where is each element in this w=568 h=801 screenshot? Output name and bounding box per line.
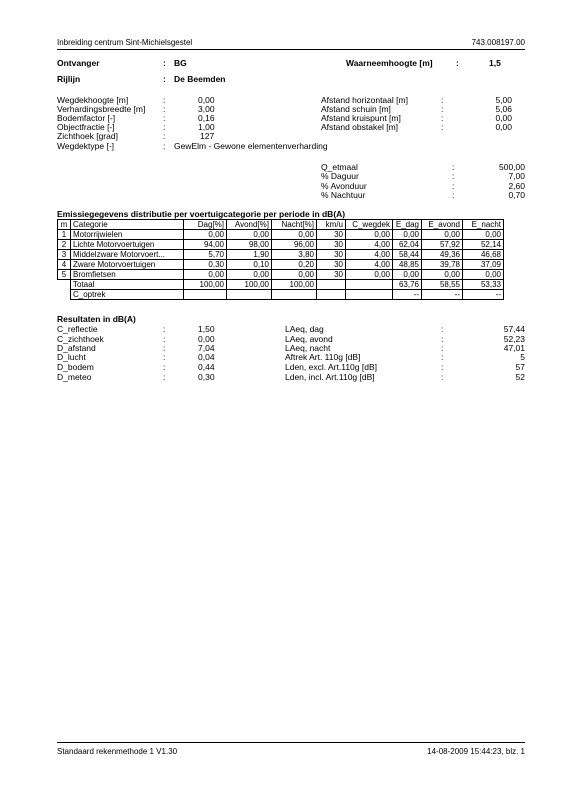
table-cell: 4,00 xyxy=(346,250,393,260)
param-value: GewElm - Gewone elementenverharding xyxy=(174,141,328,151)
table-cell: 30 xyxy=(317,250,346,260)
result-label: Lden, incl. Art.110g [dB] xyxy=(285,372,375,382)
table-cell: 58,44 xyxy=(393,250,422,260)
table-cell: 30 xyxy=(317,240,346,250)
table-cell: 5,70 xyxy=(184,250,227,260)
table-cell: 0,00 xyxy=(393,230,422,240)
param-label: Afstand schuin [m] xyxy=(321,104,391,114)
table-cell: 58,55 xyxy=(422,280,463,290)
table-cell: 0,00 xyxy=(227,270,272,280)
table-cell-empty xyxy=(317,280,346,290)
param-label: Bodemfactor [-] xyxy=(57,113,116,123)
result-colon: : xyxy=(441,334,444,344)
table-cell: 1 xyxy=(58,230,71,240)
result-colon: : xyxy=(441,372,444,382)
result-value: 47,01 xyxy=(503,343,525,353)
table-cell: 49,36 xyxy=(422,250,463,260)
param-colon: : xyxy=(163,131,166,141)
rijlijn-value: De Beemden xyxy=(174,74,226,84)
table-cell-empty xyxy=(346,280,393,290)
table-cell: 0,00 xyxy=(463,270,504,280)
table-cell-empty xyxy=(227,290,272,300)
column-header: Dag[%] xyxy=(184,220,227,230)
waarneemhoogte-value: 1,5 xyxy=(489,58,501,68)
param-value: 0,00 xyxy=(495,113,512,123)
result-label: D_afstand xyxy=(57,343,96,353)
result-value: 0,04 xyxy=(198,352,215,362)
table-cell: 98,00 xyxy=(227,240,272,250)
ontvanger-colon: : xyxy=(163,58,166,68)
table-cell: 39,78 xyxy=(422,260,463,270)
footer-rule xyxy=(57,742,525,743)
param-colon: : xyxy=(441,95,444,105)
result-label: LAeq, dag xyxy=(285,324,324,334)
param-value: 0,00 xyxy=(198,95,215,105)
emission-title: Emissiegegevens distributie per voertuigcategorie per periode in dB(A) xyxy=(57,209,346,219)
footer-date-page: 14-08-2009 15:44:23, blz. 1 xyxy=(427,747,525,756)
param-colon: : xyxy=(441,122,444,132)
param-value: 0,00 xyxy=(495,122,512,132)
emission-table xyxy=(57,219,504,300)
result-value: 0,44 xyxy=(198,362,215,372)
traffic-label: % Daguur xyxy=(321,171,359,181)
table-row xyxy=(58,250,504,260)
param-label: Zichthoek [grad] xyxy=(57,131,118,141)
traffic-value: 7,00 xyxy=(508,171,525,181)
table-row xyxy=(58,270,504,280)
result-label: LAeq, nacht xyxy=(285,343,331,353)
column-header: Avond[%] xyxy=(227,220,272,230)
ontvanger-value: BG xyxy=(174,58,187,68)
table-cell: 0,00 xyxy=(227,230,272,240)
table-cell: 37,09 xyxy=(463,260,504,270)
table-cell-empty xyxy=(346,290,393,300)
traffic-colon: : xyxy=(452,162,455,172)
rijlijn-colon: : xyxy=(163,74,166,84)
table-cell: 0,00 xyxy=(184,230,227,240)
table-cell: -- xyxy=(393,290,422,300)
table-cell: 2 xyxy=(58,240,71,250)
param-colon: : xyxy=(441,113,444,123)
result-colon: : xyxy=(163,324,166,334)
footer-method: Standaard rekenmethode 1 V1.30 xyxy=(57,747,178,756)
table-cell: 0,00 xyxy=(272,230,317,240)
table-cell: 1,90 xyxy=(227,250,272,260)
column-header: Categorie xyxy=(71,220,184,230)
param-label: Afstand kruispunt [m] xyxy=(321,113,401,123)
param-label: Wegdektype [-] xyxy=(57,141,115,151)
table-cell: 96,00 xyxy=(272,240,317,250)
table-cell-empty xyxy=(184,290,227,300)
table-cell: 53,33 xyxy=(463,280,504,290)
result-label: Aftrek Art. 110g [dB] xyxy=(285,352,361,362)
table-cell-empty xyxy=(58,290,71,300)
table-cell: Totaal xyxy=(71,280,184,290)
table-cell: 46,68 xyxy=(463,250,504,260)
result-colon: : xyxy=(441,324,444,334)
header-title: Inbreiding centrum Sint-Michielsgestel xyxy=(57,38,193,47)
table-cell: 0,00 xyxy=(422,230,463,240)
result-value: 52,23 xyxy=(503,334,525,344)
table-cell: 4 xyxy=(58,260,71,270)
results-title: Resultaten in dB(A) xyxy=(57,314,136,324)
result-colon: : xyxy=(163,343,166,353)
table-header-row xyxy=(58,220,504,230)
param-value: 5,06 xyxy=(495,104,512,114)
table-cell: 0,00 xyxy=(346,270,393,280)
result-value: 0,00 xyxy=(198,334,215,344)
table-cell: 5 xyxy=(58,270,71,280)
traffic-colon: : xyxy=(452,181,455,191)
table-row xyxy=(58,230,504,240)
table-cell: 52,14 xyxy=(463,240,504,250)
table-cell: 4,00 xyxy=(346,240,393,250)
param-label: Afstand obstakel [m] xyxy=(321,122,399,132)
table-cell: 0,20 xyxy=(272,260,317,270)
param-value: 3,00 xyxy=(198,104,215,114)
table-cell: 0,00 xyxy=(184,270,227,280)
result-value: 52 xyxy=(515,372,525,382)
traffic-label: % Avonduur xyxy=(321,181,367,191)
traffic-label: Q_etmaal xyxy=(321,162,358,172)
result-value: 57 xyxy=(515,362,525,372)
table-cell: Lichte Motorvoertuigen xyxy=(71,240,184,250)
header-project-number: 743.008197.00 xyxy=(471,38,525,47)
table-cell: 4,00 xyxy=(346,260,393,270)
result-label: D_lucht xyxy=(57,352,86,362)
param-label: Verhardingsbreedte [m] xyxy=(57,104,146,114)
table-cell: Zware Motorvoertuigen xyxy=(71,260,184,270)
result-value: 7,04 xyxy=(198,343,215,353)
table-cell: 48,85 xyxy=(393,260,422,270)
result-label: C_zichthoek xyxy=(57,334,104,344)
table-cell: 0,00 xyxy=(422,270,463,280)
table-cell: 30 xyxy=(317,270,346,280)
result-value: 0,30 xyxy=(198,372,215,382)
column-header: km/u xyxy=(317,220,346,230)
param-colon: : xyxy=(163,104,166,114)
param-label: Wegdekhoogte [m] xyxy=(57,95,129,105)
result-label: C_reflectie xyxy=(57,324,98,334)
result-value: 57,44 xyxy=(503,324,525,334)
column-header: E_dag xyxy=(393,220,422,230)
table-cell: 0,00 xyxy=(463,230,504,240)
table-cell: 0,00 xyxy=(393,270,422,280)
param-colon: : xyxy=(163,95,166,105)
waarneemhoogte-colon: : xyxy=(456,58,459,68)
param-colon: : xyxy=(163,141,166,151)
result-label: LAeq, avond xyxy=(285,334,333,344)
traffic-value: 500,00 xyxy=(499,162,525,172)
result-label: D_meteo xyxy=(57,372,92,382)
table-cell: 30 xyxy=(317,260,346,270)
result-colon: : xyxy=(163,372,166,382)
traffic-value: 0,70 xyxy=(508,190,525,200)
table-cell: 62,04 xyxy=(393,240,422,250)
result-value: 5 xyxy=(520,352,525,362)
rijlijn-label: Rijlijn xyxy=(57,74,81,84)
param-colon: : xyxy=(163,122,166,132)
param-value: 5,00 xyxy=(495,95,512,105)
table-cell: 3,80 xyxy=(272,250,317,260)
param-colon: : xyxy=(441,104,444,114)
result-colon: : xyxy=(441,352,444,362)
table-cell: 3 xyxy=(58,250,71,260)
table-cell: 100,00 xyxy=(272,280,317,290)
table-cell: 0,30 xyxy=(184,260,227,270)
table-cell: 63,76 xyxy=(393,280,422,290)
traffic-value: 2,60 xyxy=(508,181,525,191)
traffic-label: % Nachtuur xyxy=(321,190,366,200)
table-cell: Bromfietsen xyxy=(71,270,184,280)
table-cell: C_optrek xyxy=(71,290,184,300)
table-cell: 0,00 xyxy=(272,270,317,280)
table-cell-empty xyxy=(272,290,317,300)
result-label: D_bodem xyxy=(57,362,94,372)
waarneemhoogte-label: Waarneemhoogte [m] xyxy=(346,58,433,68)
param-label: Objectfractie [-] xyxy=(57,122,115,132)
table-cell: 0,10 xyxy=(227,260,272,270)
table-cell: 94,00 xyxy=(184,240,227,250)
param-colon: : xyxy=(163,113,166,123)
table-cell: 100,00 xyxy=(184,280,227,290)
table-optrek-row xyxy=(58,290,504,300)
header-rule xyxy=(57,49,525,50)
ontvanger-label: Ontvanger xyxy=(57,58,100,68)
result-colon: : xyxy=(441,362,444,372)
traffic-colon: : xyxy=(452,171,455,181)
table-cell: -- xyxy=(422,290,463,300)
table-total-row xyxy=(58,280,504,290)
result-colon: : xyxy=(163,352,166,362)
param-label: Afstand horizontaal [m] xyxy=(321,95,408,105)
param-value: 127 xyxy=(200,131,215,141)
result-colon: : xyxy=(163,362,166,372)
table-cell: 0,00 xyxy=(346,230,393,240)
column-header: E_avond xyxy=(422,220,463,230)
result-colon: : xyxy=(441,343,444,353)
table-cell-empty xyxy=(58,280,71,290)
param-value: 0,16 xyxy=(198,113,215,123)
result-label: Lden, excl. Art.110g [dB] xyxy=(285,362,377,372)
table-row xyxy=(58,260,504,270)
column-header: C_wegdek xyxy=(346,220,393,230)
table-cell: 30 xyxy=(317,230,346,240)
table-cell: Motorrijwielen xyxy=(71,230,184,240)
table-cell-empty xyxy=(317,290,346,300)
table-row xyxy=(58,240,504,250)
column-header: Nacht[%] xyxy=(272,220,317,230)
column-header: E_nacht xyxy=(463,220,504,230)
table-cell: 57,92 xyxy=(422,240,463,250)
table-cell: 100,00 xyxy=(227,280,272,290)
table-cell: -- xyxy=(463,290,504,300)
param-value: 1,00 xyxy=(198,122,215,132)
column-header: m xyxy=(58,220,71,230)
traffic-colon: : xyxy=(452,190,455,200)
table-cell: Middelzware Motorvoert... xyxy=(71,250,184,260)
result-value: 1,50 xyxy=(198,324,215,334)
result-colon: : xyxy=(163,334,166,344)
